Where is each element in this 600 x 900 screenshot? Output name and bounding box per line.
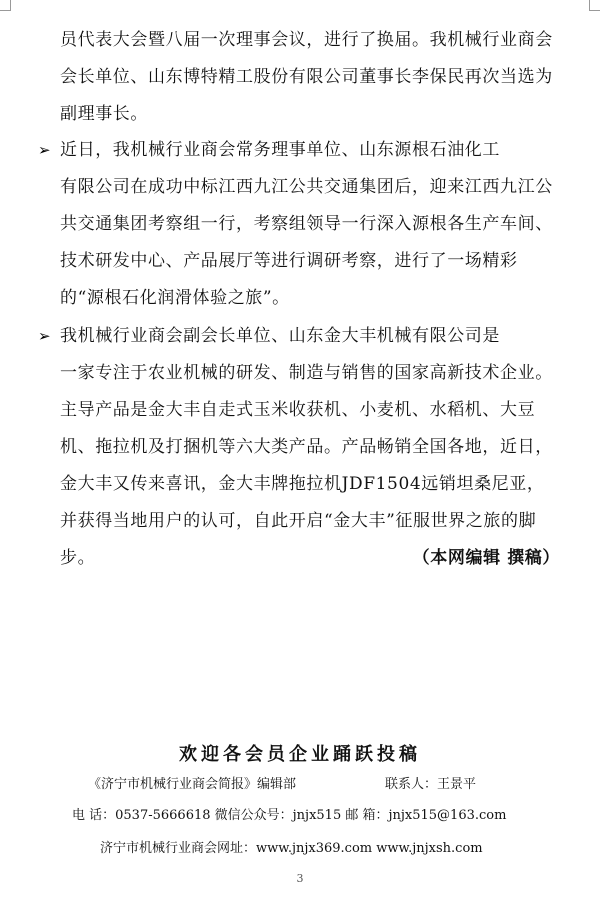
website-links: 济宁市机械行业商会网址：www.jnjx369.com www.jnjxsh.com [100,841,483,856]
news-item-body: 有限公司在成功中标江西九江公共交通集团后，迎来江西九江公共交通集团考察组一行，考察组领导一行深入源根各生产车间、技术研发中心、产品展厅等进行调研考察，进行了一场精彩的“源根石化润滑体验之旅”。 [60,177,553,308]
arrow-bullet-icon: ➢ [38,141,52,159]
author-signature: （本网编辑 撰稿） [412,548,560,568]
contact-person: 联系人：王景平 [385,777,477,792]
intro-paragraph: 员代表大会暨八届一次理事会议，进行了换届。我机械行业商会会长单位、山东博特精工股份有限公司董事长李保民再次当选为副理事长。 [60,30,553,124]
news-item-jindafeng [38,318,560,577]
news-item-body [60,355,560,577]
crop-mark-right [589,0,600,11]
news-item-body-text: 一家专注于农业机械的研发、制造与销售的国家高新技术企业。主导产品是金大丰自走式玉米收获机、小麦机、水稻机、大豆机、拖拉机及打捆机等六大类产品。产品畅销全国各地，近日，金大丰又传来喜讯，金大丰牌拖拉机JDF1504远销坦桑尼亚，并获得当地用户的认可，自此开启“金大丰”征服世界之旅的脚步。 [60,363,553,568]
crop-mark-left [0,0,11,11]
editorial-dept: 《济宁市机械行业商会简报》编辑部 [88,777,297,792]
page-number: 3 [296,872,304,885]
arrow-bullet-icon: ➢ [38,327,52,345]
footer-title: 欢迎各会员企业踊跃投稿 [179,744,421,765]
contact-details: 电 话：0537-5666618 微信公众号：jnjx515 邮 箱：jnjx515@163.com [72,808,507,823]
news-item-first-line: 我机械行业商会副会长单位、山东金大丰机械有限公司是 [60,326,500,346]
news-item-yuangen [38,132,560,317]
news-item-first-line: 近日，我机械行业商会常务理事单位、山东源根石油化工 [60,140,500,160]
